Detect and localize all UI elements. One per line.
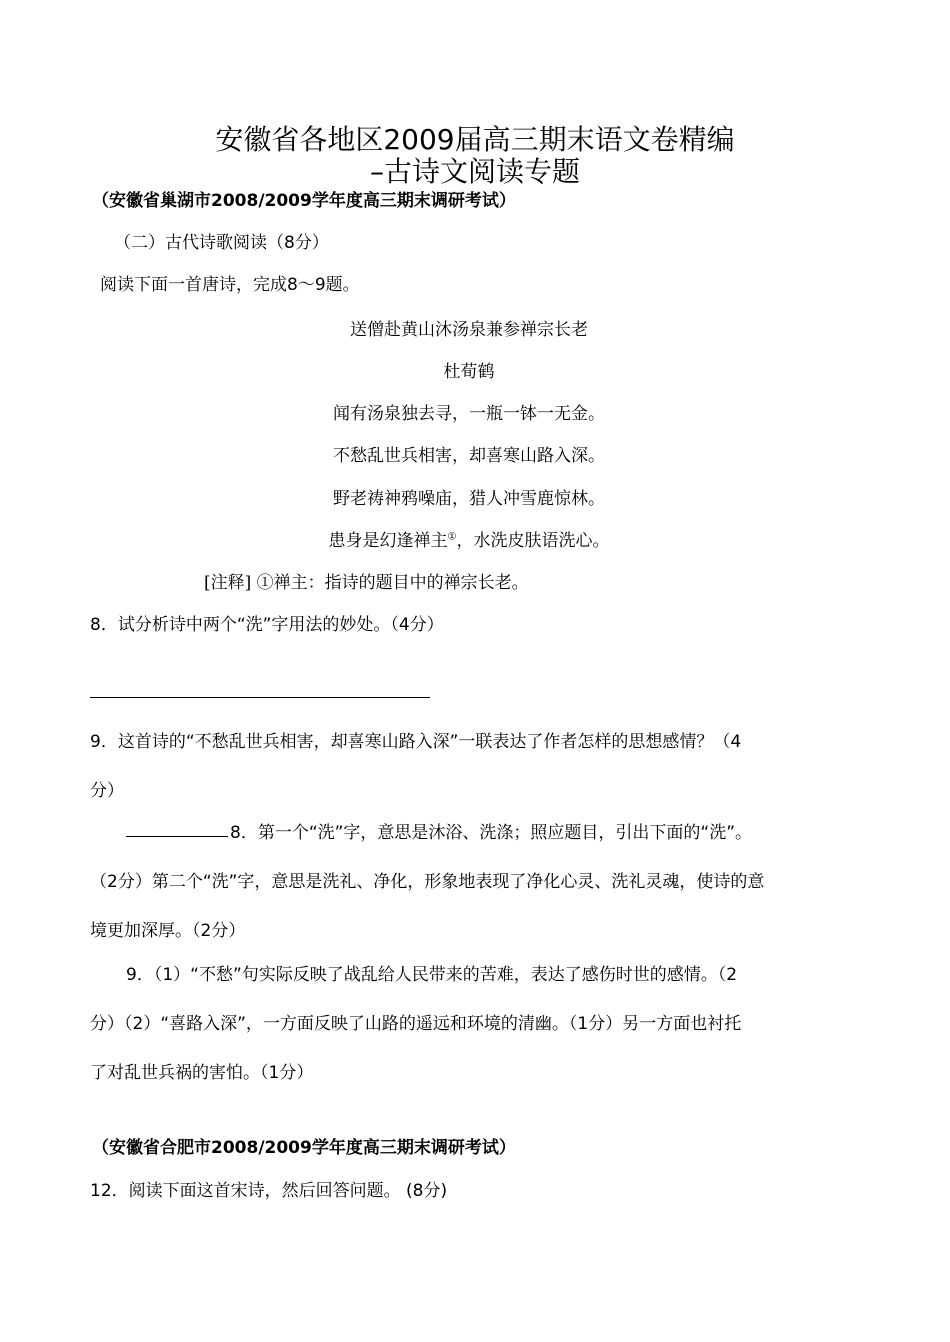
answer-8-line2: （2分）第二个“洗”字，意思是洗礼、净化，形象地表现了净化心灵、洗礼灵魂，使诗的意 (90, 872, 765, 892)
question-12: 12．阅读下面这首宋诗，然后回答问题。 (8分) (90, 1181, 448, 1201)
answer-8-line3: 境更加深厚。（2分） (90, 921, 246, 941)
section1-source: （安徽省巢湖市2008/2009学年度高三期末调研考试） (92, 191, 516, 211)
section1-instruction: 阅读下面一首唐诗，完成8～9题。 (100, 275, 360, 295)
poem-line-4 (0, 526, 938, 551)
footnote-marker: ① (447, 531, 457, 543)
poem-line-4-text-end: ，水洗皮肤语洗心。 (456, 531, 610, 551)
poem-author: 杜荀鹤 (443, 362, 495, 382)
section1-part-heading: （二）古代诗歌阅读（8分） (114, 233, 329, 253)
poem-line-4-text: 患身是幻逢禅主 (328, 531, 448, 551)
poem-line-1: 闻有汤泉独去寻，一瓶一钵一无金。 (333, 404, 605, 424)
answer-9-line2: 分）（2）“喜路入深”，一方面反映了山路的遥远和环境的清幽。（1分）另一方面也衬托 (90, 1014, 742, 1034)
page-title-line1: 安徽省各地区2009届高三期末语文卷精编 (215, 123, 735, 156)
question-8: 8．试分析诗中两个“洗”字用法的妙处。（4分） (90, 615, 444, 635)
answer-9-line1: 9．（1）“不愁”句实际反映了战乱给人民带来的苦难，表达了感伤时世的感情。（2 (126, 965, 738, 985)
question-9-line1: 9．这首诗的“不愁乱世兵相害，却喜寒山路入深”一联表达了作者怎样的思想感情？（4 (90, 732, 742, 752)
poem-line-2: 不愁乱世兵相害，却喜寒山路入深。 (333, 446, 605, 466)
poem-line-3: 野老祷神鸦噪庙，猎人冲雪鹿惊林。 (333, 489, 605, 509)
section2-source: （安徽省合肥市2008/2009学年度高三期末调研考试） (92, 1138, 516, 1158)
question-9-line2: 分） (90, 781, 124, 801)
answer-line (90, 697, 430, 698)
page-title-line2: –古诗文阅读专题 (369, 155, 580, 188)
poem-title: 送僧赴黄山沐汤泉兼参禅宗长老 (350, 320, 588, 340)
answer-8-line1: 8．第一个“洗”字，意思是沐浴、洗涤；照应题目，引出下面的“洗”。 (230, 823, 753, 843)
answer-9-line3: 了对乱世兵祸的害怕。（1分） (90, 1063, 314, 1083)
answer-blank (126, 836, 228, 837)
poem-note: [注释] ①禅主：指诗的题目中的禅宗长老。 (204, 573, 529, 593)
